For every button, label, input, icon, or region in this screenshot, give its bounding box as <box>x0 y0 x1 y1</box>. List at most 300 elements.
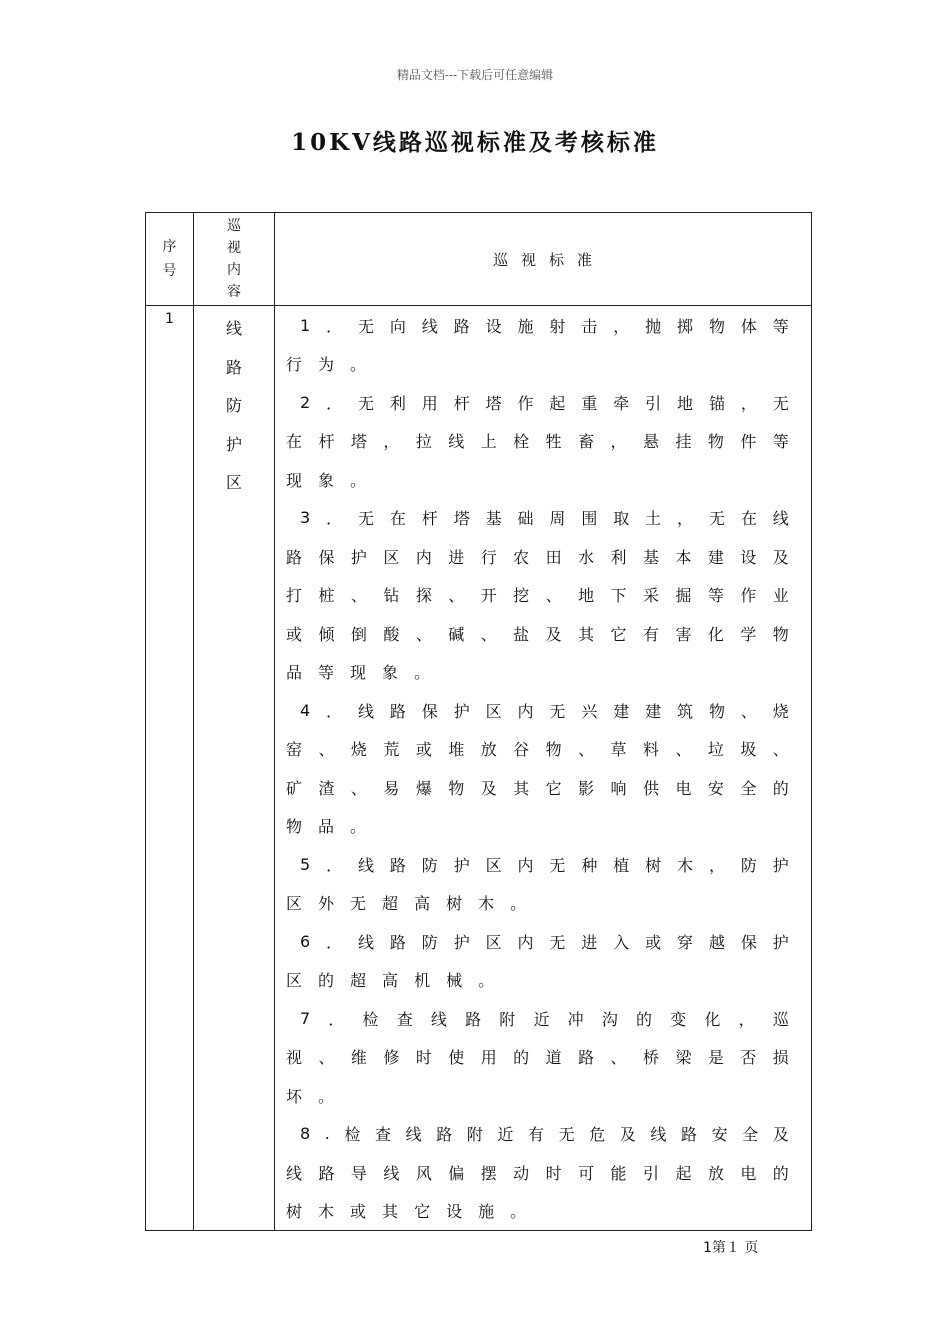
standard-char: 越 <box>708 932 725 952</box>
standard-char: 上 <box>480 432 497 452</box>
standard-char: 视 <box>286 1048 303 1068</box>
standard-item-line <box>286 653 789 692</box>
row-content-char: 路 <box>225 357 242 377</box>
standard-char: ， <box>677 509 694 529</box>
standard-char: 其 <box>513 778 530 798</box>
standard-item-line <box>286 999 789 1038</box>
standard-char: 、 <box>415 624 432 644</box>
standard-char: 筑 <box>677 701 694 721</box>
standard-char: 7 <box>300 1008 311 1028</box>
standard-char: 区 <box>383 547 400 567</box>
standard-char: 或 <box>286 624 303 644</box>
standard-char: 下 <box>610 586 627 606</box>
standard-char: ， <box>383 432 400 452</box>
standard-char: ． <box>326 701 343 721</box>
standard-char: 高 <box>414 894 431 914</box>
standard-char: 抛 <box>645 316 662 336</box>
standard-char: 业 <box>772 586 789 606</box>
standard-item-line <box>286 922 789 961</box>
standard-char: 保 <box>740 932 757 952</box>
standard-char: 碱 <box>448 624 465 644</box>
standard-char: 安 <box>707 778 724 798</box>
standard-char: 引 <box>645 393 662 413</box>
standard-char: 圾 <box>740 740 757 760</box>
standard-char: 杆 <box>453 393 470 413</box>
standard-char: 现 <box>286 470 303 490</box>
standard-item-line <box>286 576 789 615</box>
standard-item <box>286 922 789 999</box>
standard-char: 沟 <box>601 1009 618 1029</box>
standard-char: 盐 <box>513 624 530 644</box>
header-content-char: 视 <box>227 240 241 256</box>
standard-char: 窑 <box>286 740 303 760</box>
standard-char: 倒 <box>350 624 367 644</box>
standard-char: 开 <box>480 586 497 606</box>
standard-char: 建 <box>613 701 630 721</box>
standard-char: 作 <box>740 586 757 606</box>
standard-char: 4 <box>300 700 311 720</box>
standard-char: 塔 <box>453 509 470 529</box>
standard-char: 矿 <box>286 778 303 798</box>
standard-char: 冲 <box>567 1009 584 1029</box>
standard-char: 兴 <box>581 701 598 721</box>
standard-char: 超 <box>350 971 367 991</box>
standard-char: 线 <box>286 1163 303 1183</box>
standard-char: 物 <box>708 701 725 721</box>
standard-char: 施 <box>517 316 534 336</box>
standard-char: 进 <box>448 547 465 567</box>
standard-char: 附 <box>499 1009 516 1029</box>
standard-item-line <box>286 499 789 538</box>
standard-char: 的 <box>772 1163 789 1183</box>
standard-char: 线 <box>430 1009 447 1029</box>
standard-char: 安 <box>711 1125 728 1145</box>
standard-char: 内 <box>517 701 534 721</box>
standard-char: 物 <box>286 817 303 837</box>
standard-char: 3 <box>300 508 311 528</box>
header-num-char: 号 <box>162 263 177 279</box>
standard-char: 桩 <box>318 586 335 606</box>
standard-char: 地 <box>578 586 595 606</box>
standard-item <box>286 383 789 499</box>
standard-item-line <box>286 768 789 807</box>
standard-char: 钻 <box>383 586 400 606</box>
standard-char: 它 <box>610 624 627 644</box>
standard-char: 掘 <box>675 586 692 606</box>
standard-char: 象 <box>318 470 335 490</box>
standard-char: 起 <box>549 393 566 413</box>
standard-char: 射 <box>549 316 566 336</box>
standard-char: 料 <box>642 740 659 760</box>
standard-char: 等 <box>772 432 789 452</box>
standard-char: 有 <box>528 1125 545 1145</box>
standard-char: 线 <box>357 701 374 721</box>
row-content-char: 护 <box>225 434 242 454</box>
standard-char: 用 <box>421 393 438 413</box>
standard-char: 酸 <box>383 624 400 644</box>
standard-char: 及 <box>772 547 789 567</box>
standard-char: 无 <box>708 509 725 529</box>
standard-char: 或 <box>350 1202 367 1222</box>
standard-char: ． <box>326 932 343 952</box>
standard-item-line <box>286 807 789 846</box>
standard-char: 或 <box>415 740 432 760</box>
standard-char: 查 <box>375 1125 392 1145</box>
standard-char: 及 <box>619 1125 636 1145</box>
standard-char: 。 <box>350 355 367 375</box>
standard-char: 化 <box>707 624 724 644</box>
standard-item-line <box>286 884 789 923</box>
standard-item <box>286 999 789 1115</box>
standard-char: 锚 <box>708 393 725 413</box>
standard-char: 全 <box>740 778 757 798</box>
standard-char: 探 <box>415 586 432 606</box>
standard-char: 树 <box>645 855 662 875</box>
standard-char: 路 <box>578 1048 595 1068</box>
standard-char: 本 <box>675 547 692 567</box>
standard-char: 外 <box>318 894 335 914</box>
standard-char: 检 <box>362 1009 379 1029</box>
standard-item-line <box>286 1038 789 1077</box>
standard-char: 变 <box>670 1009 687 1029</box>
standard-char: 区 <box>286 971 303 991</box>
standard-char: 动 <box>513 1163 530 1183</box>
standard-char: 电 <box>740 1163 757 1183</box>
standard-char: 畜 <box>578 432 595 452</box>
standard-char: ， <box>610 432 627 452</box>
standard-char: 取 <box>613 509 630 529</box>
standard-char: 、 <box>675 740 692 760</box>
standard-char: 电 <box>675 778 692 798</box>
standard-char: 维 <box>350 1048 367 1068</box>
standard-char: 的 <box>513 1048 530 1068</box>
standard-char: 否 <box>740 1048 757 1068</box>
standard-char: 。 <box>350 817 367 837</box>
standard-char: 无 <box>549 932 566 952</box>
standard-item <box>286 845 789 922</box>
header-num-cell <box>146 213 194 306</box>
standard-char: 渣 <box>318 778 335 798</box>
standard-char: ， <box>708 855 725 875</box>
standard-char: 农 <box>513 547 530 567</box>
standard-char: 护 <box>772 855 789 875</box>
standard-char: 路 <box>453 316 470 336</box>
standard-char: 有 <box>642 624 659 644</box>
standard-char: 谷 <box>513 740 530 760</box>
standard-item <box>286 499 789 692</box>
row-content-cell <box>194 306 275 1231</box>
standard-char: ． <box>326 316 343 336</box>
standard-char: 杆 <box>318 432 335 452</box>
standard-char: 8 <box>300 1124 311 1144</box>
standard-char: 摆 <box>480 1163 497 1183</box>
standard-char: 线 <box>448 432 465 452</box>
standard-char: 其 <box>382 1202 399 1222</box>
standard-char: 、 <box>545 586 562 606</box>
standard-char: 掷 <box>677 316 694 336</box>
standard-char: 的 <box>772 778 789 798</box>
standard-char: 、 <box>772 740 789 760</box>
standard-char: 及 <box>480 778 497 798</box>
standard-char: 物 <box>707 432 724 452</box>
standard-char: 无 <box>350 894 367 914</box>
standard-item <box>286 691 789 845</box>
standard-char: 重 <box>581 393 598 413</box>
standard-char: 设 <box>446 1202 463 1222</box>
standard-char: 进 <box>581 932 598 952</box>
standard-char: ． <box>326 509 343 529</box>
standard-char: 体 <box>740 316 757 336</box>
standard-char: 化 <box>704 1009 721 1029</box>
standard-char: 堆 <box>448 740 465 760</box>
standard-char: 水 <box>578 547 595 567</box>
standard-char: 。 <box>510 894 527 914</box>
standard-char: 1 <box>300 315 311 335</box>
standard-char: 无 <box>558 1125 575 1145</box>
standard-char: 塔 <box>350 432 367 452</box>
standard-char: 象 <box>382 663 399 683</box>
standard-char: ， <box>613 316 630 336</box>
standard-char: 入 <box>613 932 630 952</box>
standard-char: 设 <box>740 547 757 567</box>
standard-char: 种 <box>581 855 598 875</box>
standard-char: 、 <box>610 1048 627 1068</box>
standard-char: 为 <box>318 355 335 375</box>
standard-char: 5 <box>300 854 311 874</box>
standard-char: 全 <box>742 1125 759 1145</box>
standard-char: ． <box>326 855 343 875</box>
standard-char: 内 <box>517 932 534 952</box>
standard-char: 。 <box>318 1086 335 1106</box>
standard-char: 品 <box>286 663 303 683</box>
standard-char: 线 <box>650 1125 667 1145</box>
standard-item-line <box>286 383 789 422</box>
standard-char: 害 <box>675 624 692 644</box>
standard-char: 、 <box>740 701 757 721</box>
standard-char: 时 <box>545 1163 562 1183</box>
standard-char: 打 <box>286 586 303 606</box>
standard-char: 牵 <box>613 393 630 413</box>
standard-char: 路 <box>465 1009 482 1029</box>
standard-char: 物 <box>448 778 465 798</box>
standard-char: 路 <box>318 1163 335 1183</box>
standard-char: 、 <box>480 624 497 644</box>
standard-char: 杆 <box>421 509 438 529</box>
standard-item-line <box>286 345 789 384</box>
standard-char: 悬 <box>642 432 659 452</box>
standard-char: 利 <box>389 393 406 413</box>
standard-char: 采 <box>642 586 659 606</box>
standard-char: 坏 <box>286 1086 303 1106</box>
standard-char: 在 <box>740 509 757 529</box>
standard-char: 易 <box>383 778 400 798</box>
row-standard-cell <box>275 306 812 1231</box>
standard-char: 无 <box>772 393 789 413</box>
standard-char: 树 <box>446 894 463 914</box>
standard-char: 内 <box>415 547 432 567</box>
header-content-char: 内 <box>227 262 241 278</box>
standard-char: 品 <box>318 817 335 837</box>
standard-char: 线 <box>405 1125 422 1145</box>
standard-char: 路 <box>680 1125 697 1145</box>
standard-char: 近 <box>533 1009 550 1029</box>
standard-char: 塔 <box>485 393 502 413</box>
standard-char: 、 <box>350 586 367 606</box>
standard-char: 拉 <box>415 432 432 452</box>
standard-item-line <box>286 1192 789 1231</box>
standard-char: 线 <box>383 1163 400 1183</box>
standard-char: 学 <box>740 624 757 644</box>
standard-char: 偏 <box>448 1163 465 1183</box>
standard-char: 其 <box>578 624 595 644</box>
standard-char: 土 <box>645 509 662 529</box>
standard-char: 。 <box>350 470 367 490</box>
standard-item-line <box>286 691 789 730</box>
standard-char: 利 <box>610 547 627 567</box>
standard-char: 区 <box>485 932 502 952</box>
standard-char: 2 <box>300 392 311 412</box>
standard-char: 响 <box>610 778 627 798</box>
standard-char: 及 <box>545 624 562 644</box>
standard-char: 护 <box>453 932 470 952</box>
standard-char: 引 <box>642 1163 659 1183</box>
standard-char: 。 <box>478 971 495 991</box>
standard-char: 。 <box>510 1202 527 1222</box>
standard-char: 道 <box>545 1048 562 1068</box>
standard-char: 可 <box>578 1163 595 1183</box>
standard-char: ， <box>738 1009 755 1029</box>
standard-char: 保 <box>421 701 438 721</box>
standard-char: 、 <box>318 1048 335 1068</box>
standard-char: 无 <box>549 701 566 721</box>
standard-char: 木 <box>478 894 495 914</box>
standard-char: 路 <box>389 932 406 952</box>
standard-char: 防 <box>740 855 757 875</box>
standard-char: 等 <box>318 663 335 683</box>
standard-char: 、 <box>448 586 465 606</box>
standard-char: 行 <box>286 355 303 375</box>
standard-char: 无 <box>357 316 374 336</box>
standard-char: 物 <box>708 316 725 336</box>
standard-char: 、 <box>578 740 595 760</box>
standard-char: 护 <box>453 701 470 721</box>
standard-char: 路 <box>286 547 303 567</box>
standard-char: 、 <box>350 778 367 798</box>
standard-items <box>286 306 789 1230</box>
standard-char: 挂 <box>675 432 692 452</box>
standard-char: 使 <box>448 1048 465 1068</box>
standard-item-line <box>286 1076 789 1115</box>
standard-char: 植 <box>613 855 630 875</box>
standard-char: 机 <box>414 971 431 991</box>
standard-char: 超 <box>382 894 399 914</box>
header-note: 精品文档---下载后可任意编辑 <box>396 68 554 82</box>
standard-char: 设 <box>485 316 502 336</box>
standard-char: 修 <box>383 1048 400 1068</box>
standard-char: 近 <box>497 1125 514 1145</box>
standard-item-line <box>286 306 789 345</box>
standard-char: 护 <box>772 932 789 952</box>
standard-char: 物 <box>545 740 562 760</box>
standard-char: 行 <box>480 547 497 567</box>
document-title: 10KV线路巡视标准及考核标准 <box>291 129 659 156</box>
standard-char: 线 <box>357 932 374 952</box>
table-header-row <box>146 213 812 306</box>
standard-char: 爆 <box>415 778 432 798</box>
standard-char: 它 <box>414 1202 431 1222</box>
standard-char: 树 <box>286 1202 303 1222</box>
standard-char: 高 <box>382 971 399 991</box>
header-standard-cell: 巡视标准 <box>275 213 812 306</box>
standard-char: ． <box>326 393 343 413</box>
standard-item-line <box>286 614 789 653</box>
standard-char: 护 <box>350 547 367 567</box>
standard-char: 在 <box>286 432 303 452</box>
row-num-cell: 1 <box>146 306 194 1231</box>
standard-char: 无 <box>357 393 374 413</box>
standard-char: 内 <box>517 855 534 875</box>
standard-char: 导 <box>350 1163 367 1183</box>
row-content-char: 防 <box>225 396 242 415</box>
standard-char: 附 <box>466 1125 483 1145</box>
standard-char: 础 <box>517 509 534 529</box>
standard-char: 的 <box>318 971 335 991</box>
standard-char: 路 <box>436 1125 453 1145</box>
standard-item-line <box>286 422 789 461</box>
standard-char: 及 <box>772 1125 789 1145</box>
standard-char: 烧 <box>350 740 367 760</box>
standard-item-line <box>286 845 789 884</box>
standard-char: 它 <box>545 778 562 798</box>
standard-char: 的 <box>636 1009 653 1029</box>
standard-char: 穿 <box>677 932 694 952</box>
header-content-char: 巡 <box>227 218 241 234</box>
standard-char: 线 <box>772 509 789 529</box>
standard-char: 风 <box>415 1163 432 1183</box>
standard-char: 无 <box>357 509 374 529</box>
inspection-standard-table <box>145 212 812 1231</box>
page-number: 1第１ 页 <box>703 1240 759 1256</box>
standard-char: 田 <box>545 547 562 567</box>
standard-char: 。 <box>414 663 431 683</box>
standard-char: 6 <box>300 931 311 951</box>
header-content-cell <box>194 213 275 306</box>
standard-item-line <box>286 730 789 769</box>
standard-char: 区 <box>485 701 502 721</box>
standard-char: 击 <box>581 316 598 336</box>
standard-char: . <box>324 1124 330 1144</box>
standard-char: 路 <box>389 855 406 875</box>
standard-char: 危 <box>589 1125 606 1145</box>
standard-char: 梁 <box>675 1048 692 1068</box>
standard-char: 向 <box>389 316 406 336</box>
standard-item <box>286 1115 789 1231</box>
standard-char: 烧 <box>772 701 789 721</box>
standard-char: 施 <box>478 1202 495 1222</box>
standard-char: 木 <box>677 855 694 875</box>
standard-char: 基 <box>485 509 502 529</box>
standard-char: 线 <box>357 855 374 875</box>
standard-char: 牲 <box>545 432 562 452</box>
standard-char: 地 <box>677 393 694 413</box>
standard-char: 保 <box>318 547 335 567</box>
standard-item <box>286 306 789 383</box>
standard-char: 巡 <box>772 1009 789 1029</box>
standard-item-line <box>286 961 789 1000</box>
standard-char: 荒 <box>383 740 400 760</box>
standard-char: 械 <box>446 971 463 991</box>
standard-char: 检 <box>344 1125 361 1145</box>
